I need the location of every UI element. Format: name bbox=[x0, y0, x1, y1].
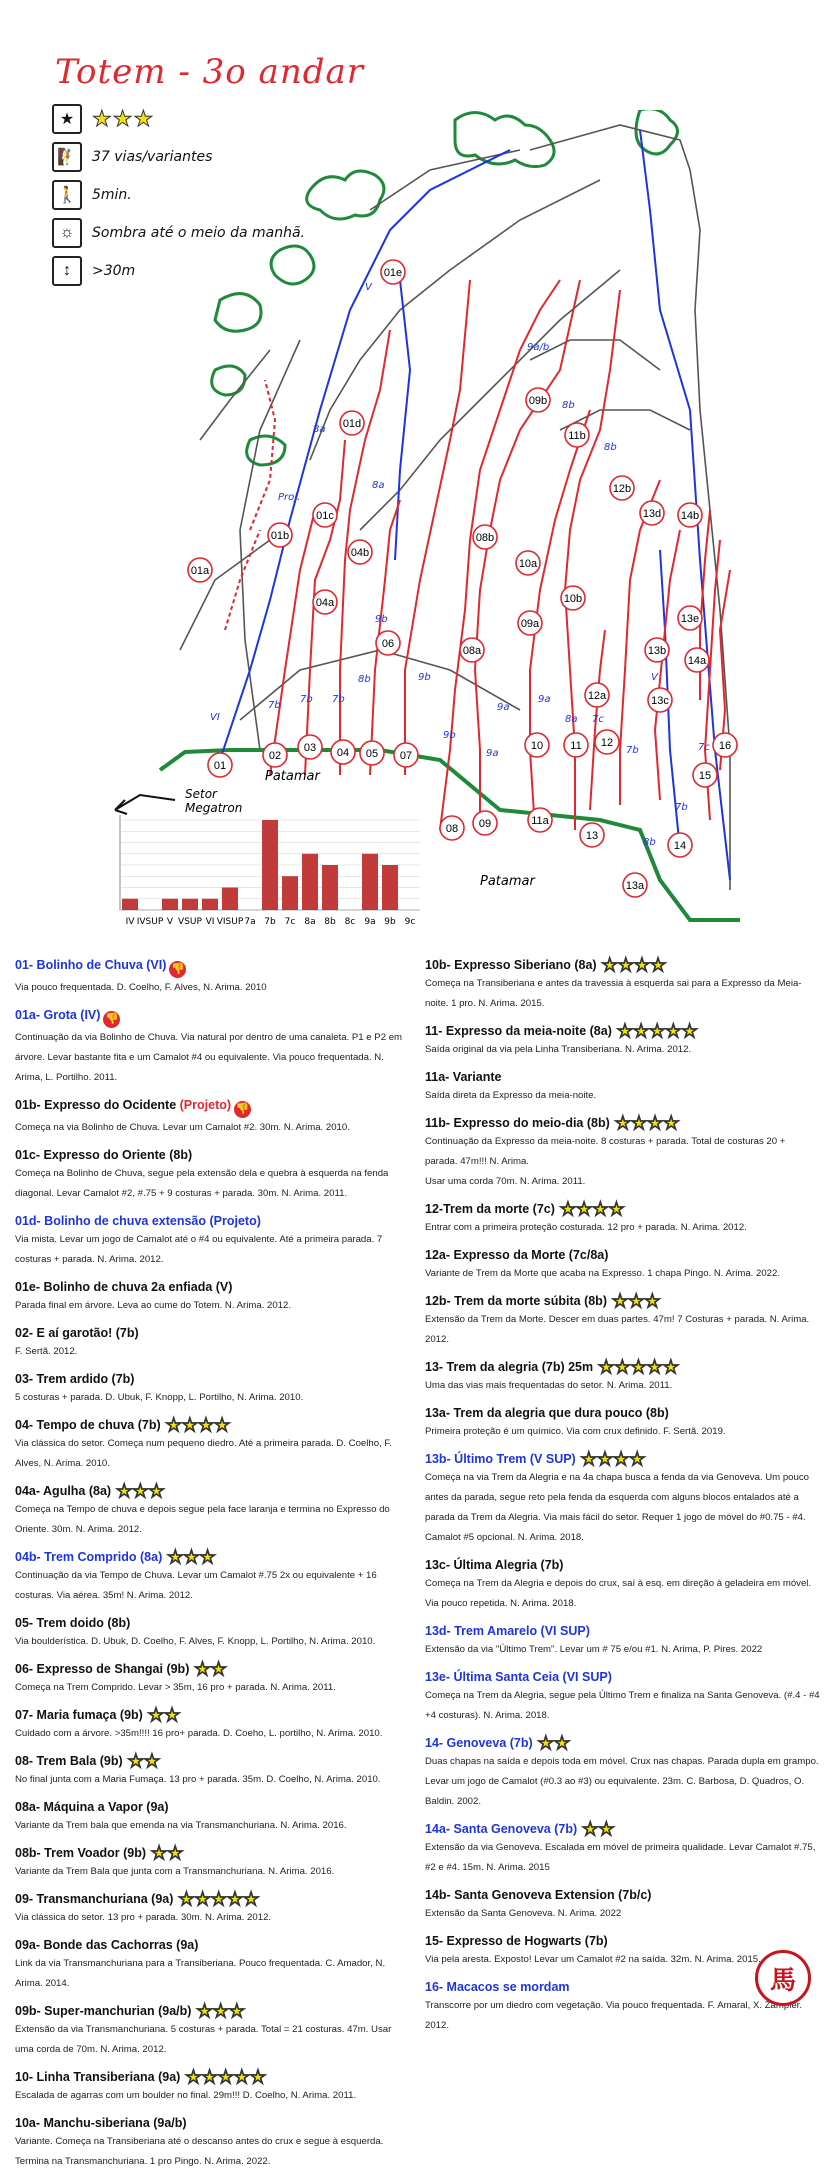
route-description: Variante de Trem da Morte que acaba na Expresso. 1 chapa Pingo. N. Arima. 2022. bbox=[425, 1268, 780, 1279]
rating-stars: ★★★ bbox=[606, 1291, 661, 1311]
svg-text:08b: 08b bbox=[475, 532, 495, 544]
route-title: 13- Trem da alegria (7b) 25m ★★★★★ bbox=[425, 1357, 679, 1377]
route-title: 13c- Última Alegria (7b) bbox=[425, 1558, 564, 1572]
svg-text:14a: 14a bbox=[687, 655, 707, 667]
chart-tick-label: 7a bbox=[244, 917, 256, 927]
svg-text:01: 01 bbox=[213, 760, 227, 772]
route-label-16 bbox=[713, 733, 737, 757]
svg-text:14: 14 bbox=[673, 840, 687, 852]
route-label-08 bbox=[440, 816, 464, 840]
route-description: Variante da Trem bala que emenda na via Transmanchuriana. N. Arima. 2016. bbox=[15, 1820, 347, 1831]
svg-text:11b: 11b bbox=[568, 430, 586, 442]
route-label-03 bbox=[298, 735, 322, 759]
route-description: Extensão da via Transmanchuriana. 5 costuras + parada. Total = 21 costuras. 47m. Usar uma corda de 70m. N. Arima. 2012. bbox=[15, 2024, 392, 2055]
route-title: 11a- Variante bbox=[425, 1070, 502, 1084]
svg-text:15: 15 bbox=[698, 770, 712, 782]
route-label-04a bbox=[313, 590, 337, 614]
svg-text:7b: 7b bbox=[268, 700, 281, 711]
route-description: Continuação da via Bolinho de Chuva. Via natural por dentro de uma canaleta. P1 e P2 em árvore. Levar bastante fita e um Camalot #4 ou equivalente. Via pouco frequentada. N. Arima, L. Portilho. 2011. bbox=[15, 1032, 403, 1083]
route-description: Variante da Trem Bala que junta com a Transmanchuriana. N. Arima. 2016. bbox=[15, 1866, 335, 1877]
svg-text:7b: 7b bbox=[300, 694, 313, 705]
route-title: 01d- Bolinho de chuva extensão (Projeto) bbox=[15, 1214, 261, 1228]
route-label-09 bbox=[473, 811, 497, 835]
star-icon: ★ bbox=[52, 104, 82, 134]
route-label-10b bbox=[561, 586, 585, 610]
route-title: 02- E aí garotão! (7b) bbox=[15, 1326, 139, 1340]
route-label-07 bbox=[394, 743, 418, 767]
chart-bar-visup bbox=[222, 888, 238, 911]
route-description: Começa na Trem da Alegria e depois do crux, saí à esq. em direção à geladeira em móvel. Via pouco repetida. N. Arima. 2018. bbox=[425, 1578, 812, 1609]
route-description: Começa na via Trem da Alegria e na 4a chapa busca a fenda da via Genoveva. Um pouco antes da parada, segue reto pela fenda da esquerda com alguns blocos entalados até a parada da Trem da Alegria. Via mais fácil do setor. Requer 1 jogo de móvel do #0.75 - #4. Camalot #5 opcional. N. Arima. 2018. bbox=[425, 1472, 809, 1543]
route-title: 08- Trem Bala (9b) ★★ bbox=[15, 1751, 160, 1771]
route-description: Entrar com a primeira proteção costurada. 12 pro + parada. N. Arima. 2012. bbox=[425, 1222, 747, 1233]
route-description: Via clássica do setor. Começa num pequeno diedro. Até a primeira parada. D. Coelho, F. Alves, N. Arima. 2010. bbox=[15, 1438, 392, 1469]
route-label-01d bbox=[340, 411, 364, 435]
route-description: Primeira proteção é um químico. Via com crux definido. F. Sertã. 2019. bbox=[425, 1426, 726, 1437]
route-label-13e bbox=[678, 606, 702, 630]
route-description: Saída direta da Expresso da meia-noite. bbox=[425, 1090, 597, 1101]
route-title: 13e- Última Santa Ceia (VI SUP) bbox=[425, 1670, 612, 1684]
route-title: 12-Trem da morte (7c) ★★★★ bbox=[425, 1199, 625, 1219]
route-description: Começa na via Bolinho de Chuva. Levar um Camalot #2. 30m. N. Arima. 2010. bbox=[15, 1122, 350, 1133]
project-tag: (Projeto) bbox=[176, 1098, 232, 1112]
route-title: 09b- Super-manchurian (9a/b) ★★★ bbox=[15, 2001, 245, 2021]
rating-stars: ★★ bbox=[122, 1751, 160, 1771]
patamar-left-label: Patamar bbox=[265, 769, 320, 784]
rating-stars: ★★★ bbox=[111, 1481, 165, 1501]
route-title: 14- Genoveva (7b) ★★ bbox=[425, 1733, 570, 1753]
route-title: 04a- Agulha (8a) ★★★ bbox=[15, 1481, 165, 1501]
route-label-10 bbox=[525, 733, 549, 757]
chart-bar-9a bbox=[362, 854, 378, 910]
route-description: Escalada de agarras com um boulder no final. 29m!!! D. Coelho, N. Arima. 2011. bbox=[15, 2090, 357, 2101]
rating-stars: ★★★★★ bbox=[611, 1021, 698, 1041]
route-height: >30m bbox=[92, 263, 136, 279]
route-title: 08a- Máquina a Vapor (9a) bbox=[15, 1800, 169, 1814]
grade-distribution-chart bbox=[120, 815, 420, 927]
svg-text:01c: 01c bbox=[316, 510, 334, 522]
svg-text:05: 05 bbox=[365, 748, 379, 760]
route-label-12b bbox=[610, 476, 634, 500]
route-description: Começa na Bolinho de Chuva, segue pela extensão dela e quebra à esquerda na fenda diagonal. Levar Camalot #2, #.75 + 9 costuras + parada. 30m. N. Arima. 2011. bbox=[15, 1168, 389, 1199]
route-label-01b bbox=[268, 523, 292, 547]
svg-text:12: 12 bbox=[600, 737, 614, 749]
svg-text:07: 07 bbox=[399, 750, 413, 762]
route-list-right bbox=[425, 948, 820, 2036]
route-label-13b bbox=[645, 638, 669, 662]
route-label-11 bbox=[564, 733, 588, 757]
route-title: 14a- Santa Genoveva (7b) ★★ bbox=[425, 1819, 615, 1839]
topo-diagram bbox=[0, 110, 835, 940]
svg-text:8b: 8b bbox=[643, 837, 656, 848]
svg-text:14b: 14b bbox=[680, 510, 700, 522]
route-title: 11b- Expresso do meio-dia (8b) ★★★★ bbox=[425, 1113, 680, 1133]
route-title: 04b- Trem Comprido (8a) ★★★ bbox=[15, 1547, 216, 1567]
rating-stars: ★★★ bbox=[191, 2001, 245, 2021]
svg-text:7b: 7b bbox=[626, 745, 639, 756]
setor-label-line-2: Megatron bbox=[185, 801, 243, 815]
svg-text:12a: 12a bbox=[587, 690, 607, 702]
route-title: 13a- Trem da alegria que dura pouco (8b) bbox=[425, 1406, 669, 1420]
svg-text:13b: 13b bbox=[647, 645, 667, 657]
sun-exposure: Sombra até o meio da manhã. bbox=[92, 225, 305, 241]
route-label-13 bbox=[580, 823, 604, 847]
svg-text:10a: 10a bbox=[518, 558, 538, 570]
route-title: 13d- Trem Amarelo (VI SUP) bbox=[425, 1624, 590, 1638]
route-description: Começa na Tempo de chuva e depois segue pela face laranja e termina no Expresso do Oriente. 30m. N. Arima. 2012. bbox=[15, 1504, 390, 1535]
svg-text:7b: 7b bbox=[675, 802, 688, 813]
height-arrow-icon: ↕ bbox=[52, 256, 82, 286]
route-description: Duas chapas na saída e depois toda em móvel. Crux nas chapas. Parada dupla em grampo. Levar um jogo de Camalot (#0.3 ao #3) ou equivalente. 23m. C. Barbosa, D. Quadros, O. Baldin. 2002. bbox=[425, 1756, 819, 1807]
svg-text:9a: 9a bbox=[538, 694, 551, 705]
setor-megatron-label bbox=[185, 787, 242, 815]
route-description: Parada final em árvore. Leva ao cume do Totem. N. Arima. 2012. bbox=[15, 1300, 292, 1311]
route-label-08b bbox=[473, 525, 497, 549]
route-title: 01a- Grota (IV) 👎 bbox=[15, 1006, 410, 1028]
route-title: 15- Expresso de Hogwarts (7b) bbox=[425, 1934, 608, 1948]
route-description: Começa na Transiberiana e antes da travessia à esquerda sai para a Expresso da Meia-noite. 1 pro. N. Arima. 2015. bbox=[425, 978, 802, 1009]
route-list-left bbox=[15, 948, 410, 2172]
route-title: 09a- Bonde das Cachorras (9a) bbox=[15, 1938, 199, 1952]
route-description: Usar uma corda 70m. N. Arima. 2011. bbox=[425, 1176, 586, 1187]
svg-text:9b: 9b bbox=[443, 730, 456, 741]
chart-bar-vi bbox=[202, 899, 218, 910]
rating-stars: ★★★★ bbox=[575, 1449, 646, 1469]
route-title: 01e- Bolinho de chuva 2a enfiada (V) bbox=[15, 1280, 233, 1294]
route-description: Variante. Começa na Transiberiana até o descanso antes do crux e segue à esquerda. Termina na Transmanchuriana. 1 pro Pingo. N. Arima. 2022. bbox=[15, 2136, 384, 2167]
page-title: Totem - 3o andar bbox=[55, 52, 365, 92]
project-route bbox=[250, 380, 275, 530]
rating-stars: ★★★★★ bbox=[593, 1357, 679, 1377]
route-description: Via pouco frequentada. D. Coelho, F. Alves, N. Arima. 2010 bbox=[15, 982, 267, 993]
svg-text:V: V bbox=[365, 282, 372, 293]
route-description: Link da via Transmanchuriana para a Transiberiana. Pouco frequentada. C. Amador, N. Arima. 2014. bbox=[15, 1958, 386, 1989]
rating-stars: ★★★★★ bbox=[173, 1889, 260, 1909]
svg-text:7c: 7c bbox=[698, 742, 710, 753]
svg-text:04b: 04b bbox=[350, 547, 370, 559]
route-description: Via mista. Levar um jogo de Camalot até o #4 ou equivalente. Até a primeira parada. 7 costuras + parada. N. Arima. 2012. bbox=[15, 1234, 383, 1265]
rating-stars: ★★★★ bbox=[554, 1199, 625, 1219]
route-label-13d bbox=[640, 501, 664, 525]
route-description: Via boulderística. D. Ubuk, D. Coelho, F. Alves, F. Knopp, L. Portilho, N. Arima. 2010. bbox=[15, 1636, 376, 1647]
route-label-14a bbox=[685, 648, 709, 672]
rating-stars: ★★★★★ bbox=[180, 2067, 267, 2087]
svg-text:01e: 01e bbox=[383, 267, 403, 279]
chart-bar-8a bbox=[302, 854, 318, 910]
chart-bar-7c bbox=[282, 876, 298, 910]
rating-stars: ★★★★ bbox=[160, 1415, 231, 1435]
route-description: Continuação da Expresso da meia-noite. 8 costuras + parada. Total de costuras 20 + parada. 47m!!! N. Arima. bbox=[425, 1136, 786, 1167]
route-description: Uma das vias mais frequentadas do setor. N. Arima. 2011. bbox=[425, 1380, 673, 1391]
route-label-06 bbox=[376, 631, 400, 655]
svg-text:9b: 9b bbox=[418, 672, 431, 683]
grade-labels bbox=[210, 282, 710, 848]
route-title: 12a- Expresso da Morte (7c/8a) bbox=[425, 1248, 609, 1262]
chart-tick-label: 7c bbox=[284, 917, 296, 927]
route-label-14 bbox=[668, 833, 692, 857]
route-description: Extensão da Trem da Morte. Descer em duas partes. 47m! 7 Costuras + parada. N. Arima. 2012. bbox=[425, 1314, 810, 1345]
svg-text:8b: 8b bbox=[604, 442, 617, 453]
chart-tick-label: V bbox=[166, 917, 174, 927]
svg-text:7b: 7b bbox=[332, 694, 345, 705]
svg-text:11: 11 bbox=[570, 740, 582, 752]
route-label-02 bbox=[263, 743, 287, 767]
route-title: 05- Trem doido (8b) bbox=[15, 1616, 131, 1630]
route-label-10a bbox=[516, 551, 540, 575]
chart-tick-label: 9b bbox=[384, 917, 396, 927]
chart-bar-8b bbox=[322, 865, 338, 910]
svg-text:8a: 8a bbox=[372, 480, 385, 491]
setor-label-line-1: Setor bbox=[185, 787, 217, 801]
climber-icon: 🧗 bbox=[52, 142, 82, 172]
chart-tick-label: 8c bbox=[344, 917, 356, 927]
route-description: Continuação da via Tempo de Chuva. Levar um Camalot #.75 2x ou equivalente + 16 costuras. Via aérea. 35m! N. Arima. 2012. bbox=[15, 1570, 377, 1601]
chart-tick-label: 8b bbox=[324, 917, 336, 927]
route-label-04 bbox=[331, 740, 355, 764]
vegetation bbox=[212, 110, 678, 465]
svg-text:09b: 09b bbox=[528, 395, 548, 407]
route-label-14b bbox=[678, 503, 702, 527]
svg-text:8a: 8a bbox=[565, 714, 578, 725]
rating-stars: ★★ bbox=[146, 1843, 184, 1863]
route-label-01e bbox=[381, 260, 405, 284]
svg-text:06: 06 bbox=[381, 638, 395, 650]
route-title: 10b- Expresso Siberiano (8a) ★★★★ bbox=[425, 955, 667, 975]
rating-stars: ★★ bbox=[189, 1659, 227, 1679]
route-title: 08b- Trem Voador (9b) ★★ bbox=[15, 1843, 184, 1863]
svg-text:13e: 13e bbox=[680, 613, 700, 625]
route-description: Começa na Trem da Alegria, segue pela Último Trem e finaliza na Santa Genoveva. (#.4 - #4 +4 costuras). N. Arima. 2018. bbox=[425, 1690, 820, 1721]
route-description: No final junta com a Maria Fumaça. 13 pro + parada. 35m. D. Coelho, N. Arima. 2010. bbox=[15, 1774, 381, 1785]
route-description: 5 costuras + parada. D. Ubuk, F. Knopp, L. Portilho, N. Arima. 2010. bbox=[15, 1392, 304, 1403]
svg-text:16: 16 bbox=[718, 740, 732, 752]
svg-text:09a: 09a bbox=[520, 618, 540, 630]
svg-text:08: 08 bbox=[445, 823, 459, 835]
svg-text:9a: 9a bbox=[486, 748, 499, 759]
route-title: 10- Linha Transiberiana (9a) ★★★★★ bbox=[15, 2067, 267, 2087]
svg-text:7c: 7c bbox=[592, 714, 604, 725]
route-description: Extensão da via Genoveva. Escalada em móvel de primeira qualidade. Levar Camalot #.75, #2 e #4. 15m. N. Arima. 2015 bbox=[425, 1842, 816, 1873]
rating-stars: ★★★★ bbox=[609, 1113, 680, 1133]
svg-text:03: 03 bbox=[303, 742, 317, 754]
svg-text:01a: 01a bbox=[190, 565, 210, 577]
chart-tick-label: IVSUP bbox=[136, 917, 164, 927]
svg-text:13d: 13d bbox=[642, 508, 662, 520]
route-title: 01- Bolinho de Chuva (VI) 👎 bbox=[15, 956, 410, 978]
route-label-01 bbox=[208, 753, 232, 777]
rating-stars: ★★ bbox=[532, 1733, 570, 1753]
rating-stars: ★★ bbox=[577, 1819, 615, 1839]
route-label-12a bbox=[585, 683, 609, 707]
route-title: 14b- Santa Genoveva Extension (7b/c) bbox=[425, 1888, 652, 1902]
thumbs-down-icon: 👎 bbox=[103, 1011, 120, 1028]
thumbs-down-icon: 👎 bbox=[169, 961, 186, 978]
svg-text:10: 10 bbox=[530, 740, 544, 752]
svg-text:9a/b: 9a/b bbox=[527, 342, 550, 353]
svg-text:04a: 04a bbox=[315, 597, 335, 609]
hiker-icon: 🚶 bbox=[52, 180, 82, 210]
route-title: 01c- Expresso do Oriente (8b) bbox=[15, 1148, 193, 1162]
chart-tick-label: 8a bbox=[304, 917, 316, 927]
route-title: 07- Maria fumaça (9b) ★★ bbox=[15, 1705, 181, 1725]
route-label-15 bbox=[693, 763, 717, 787]
setor-arrow bbox=[115, 795, 175, 814]
route-description: Via clássica do setor. 13 pro + parada. 30m. N. Arima. 2012. bbox=[15, 1912, 272, 1923]
chart-bar-9b bbox=[382, 865, 398, 910]
svg-text:04: 04 bbox=[336, 747, 350, 759]
svg-text:9b: 9b bbox=[375, 614, 388, 625]
svg-text:13a: 13a bbox=[625, 880, 645, 892]
route-label-09a bbox=[518, 611, 542, 635]
route-description: F. Sertã. 2012. bbox=[15, 1346, 78, 1357]
route-description: Transcorre por um diedro com vegetação. Via pouco frequentada. F. Amaral, X. Zampier. 2012. bbox=[425, 2000, 803, 2031]
svg-text:8a: 8a bbox=[313, 424, 326, 435]
chart-tick-label: 9a bbox=[364, 917, 376, 927]
route-label-12 bbox=[595, 730, 619, 754]
route-title: 09- Transmanchuriana (9a) ★★★★★ bbox=[15, 1889, 260, 1909]
route-description: Cuidado com a árvore. >35m!!!! 16 pro+ parada. D. Coeho, L. portilho, N. Arima. 2010. bbox=[15, 1728, 383, 1739]
route-label-13c bbox=[648, 688, 672, 712]
author-seal: 馬 bbox=[755, 1950, 811, 2006]
svg-text:10b: 10b bbox=[563, 593, 583, 605]
chart-tick-label: 9c bbox=[404, 917, 416, 927]
route-label-09b bbox=[526, 388, 550, 412]
route-label-01a bbox=[188, 558, 212, 582]
svg-text:13c: 13c bbox=[651, 695, 669, 707]
patamar-right-label: Patamar bbox=[480, 874, 535, 889]
svg-text:12b: 12b bbox=[612, 483, 632, 495]
svg-text:13: 13 bbox=[585, 830, 599, 842]
chart-tick-label: VSUP bbox=[178, 917, 202, 927]
svg-text:9a: 9a bbox=[497, 702, 510, 713]
route-title: 06- Expresso de Shangai (9b) ★★ bbox=[15, 1659, 227, 1679]
svg-text:8b: 8b bbox=[358, 674, 371, 685]
route-description: Via pela aresta. Exposto! Levar um Camalot #2 na saída. 32m. N. Arima. 2015. bbox=[425, 1954, 761, 1965]
chart-tick-label: 7b bbox=[264, 917, 276, 927]
chart-tick-label: IV bbox=[125, 917, 135, 927]
thumbs-down-icon: 👎 bbox=[234, 1101, 251, 1118]
chart-tick-label: VI bbox=[205, 917, 215, 927]
route-description: Extensão da Santa Genoveva. N. Arima. 2022 bbox=[425, 1908, 622, 1919]
route-title: 11- Expresso da meia-noite (8a) ★★★★★ bbox=[425, 1021, 698, 1041]
route-title: 04- Tempo de chuva (7b) ★★★★ bbox=[15, 1415, 231, 1435]
chart-bar-vsup bbox=[182, 899, 198, 910]
rating-stars: ★★ bbox=[142, 1705, 181, 1725]
route-label-13a bbox=[623, 873, 647, 897]
sun-icon: ☼ bbox=[52, 218, 82, 248]
route-title: 13b- Último Trem (V SUP) ★★★★ bbox=[425, 1449, 646, 1469]
svg-text:V: V bbox=[651, 672, 658, 683]
route-title: 01b- Expresso do Ocidente (Projeto) 👎 bbox=[15, 1096, 410, 1118]
route-label-08a bbox=[460, 638, 484, 662]
svg-text:08a: 08a bbox=[462, 645, 482, 657]
svg-text:09: 09 bbox=[478, 818, 492, 830]
rating-stars: ★★★★ bbox=[596, 955, 667, 975]
routes-count: 37 vias/variantes bbox=[92, 149, 213, 165]
rating-stars: ★★★ bbox=[162, 1547, 216, 1567]
svg-text:Proj.: Proj. bbox=[278, 492, 301, 503]
route-label-01c bbox=[313, 503, 337, 527]
route-title: 12b- Trem da morte súbita (8b) ★★★ bbox=[425, 1291, 661, 1311]
approach-time: 5min. bbox=[92, 187, 132, 203]
svg-text:02: 02 bbox=[268, 750, 282, 762]
svg-text:8b: 8b bbox=[562, 400, 575, 411]
svg-text:01b: 01b bbox=[270, 530, 290, 542]
route-title: 03- Trem ardido (7b) bbox=[15, 1372, 135, 1386]
route-title: 10a- Manchu-siberiana (9a/b) bbox=[15, 2116, 187, 2130]
svg-text:11a: 11a bbox=[531, 815, 549, 827]
route-description: Saída original da via pela Linha Transiberiana. N. Arima. 2012. bbox=[425, 1044, 692, 1055]
chart-bar-iv bbox=[122, 899, 138, 910]
chart-bar-7b bbox=[262, 820, 278, 910]
route-title: 16- Macacos se mordam bbox=[425, 1980, 570, 1994]
chart-tick-label: VISUP bbox=[216, 917, 244, 927]
route-label-05 bbox=[360, 741, 384, 765]
route-label-11b bbox=[565, 423, 589, 447]
route-description: Extensão da via "Último Trem". Levar um # 75 e/ou #1. N. Arima, P. Pires. 2022 bbox=[425, 1644, 763, 1655]
route-label-04b bbox=[348, 540, 372, 564]
route-description: Começa na Trem Comprido. Levar > 35m, 16 pro + parada. N. Arima. 2011. bbox=[15, 1682, 336, 1693]
route-label-11a bbox=[528, 808, 552, 832]
svg-text:VI: VI bbox=[210, 712, 220, 723]
chart-bar-v bbox=[162, 899, 178, 910]
rating-stars: ★★★ bbox=[92, 106, 155, 131]
svg-text:01d: 01d bbox=[342, 418, 362, 430]
